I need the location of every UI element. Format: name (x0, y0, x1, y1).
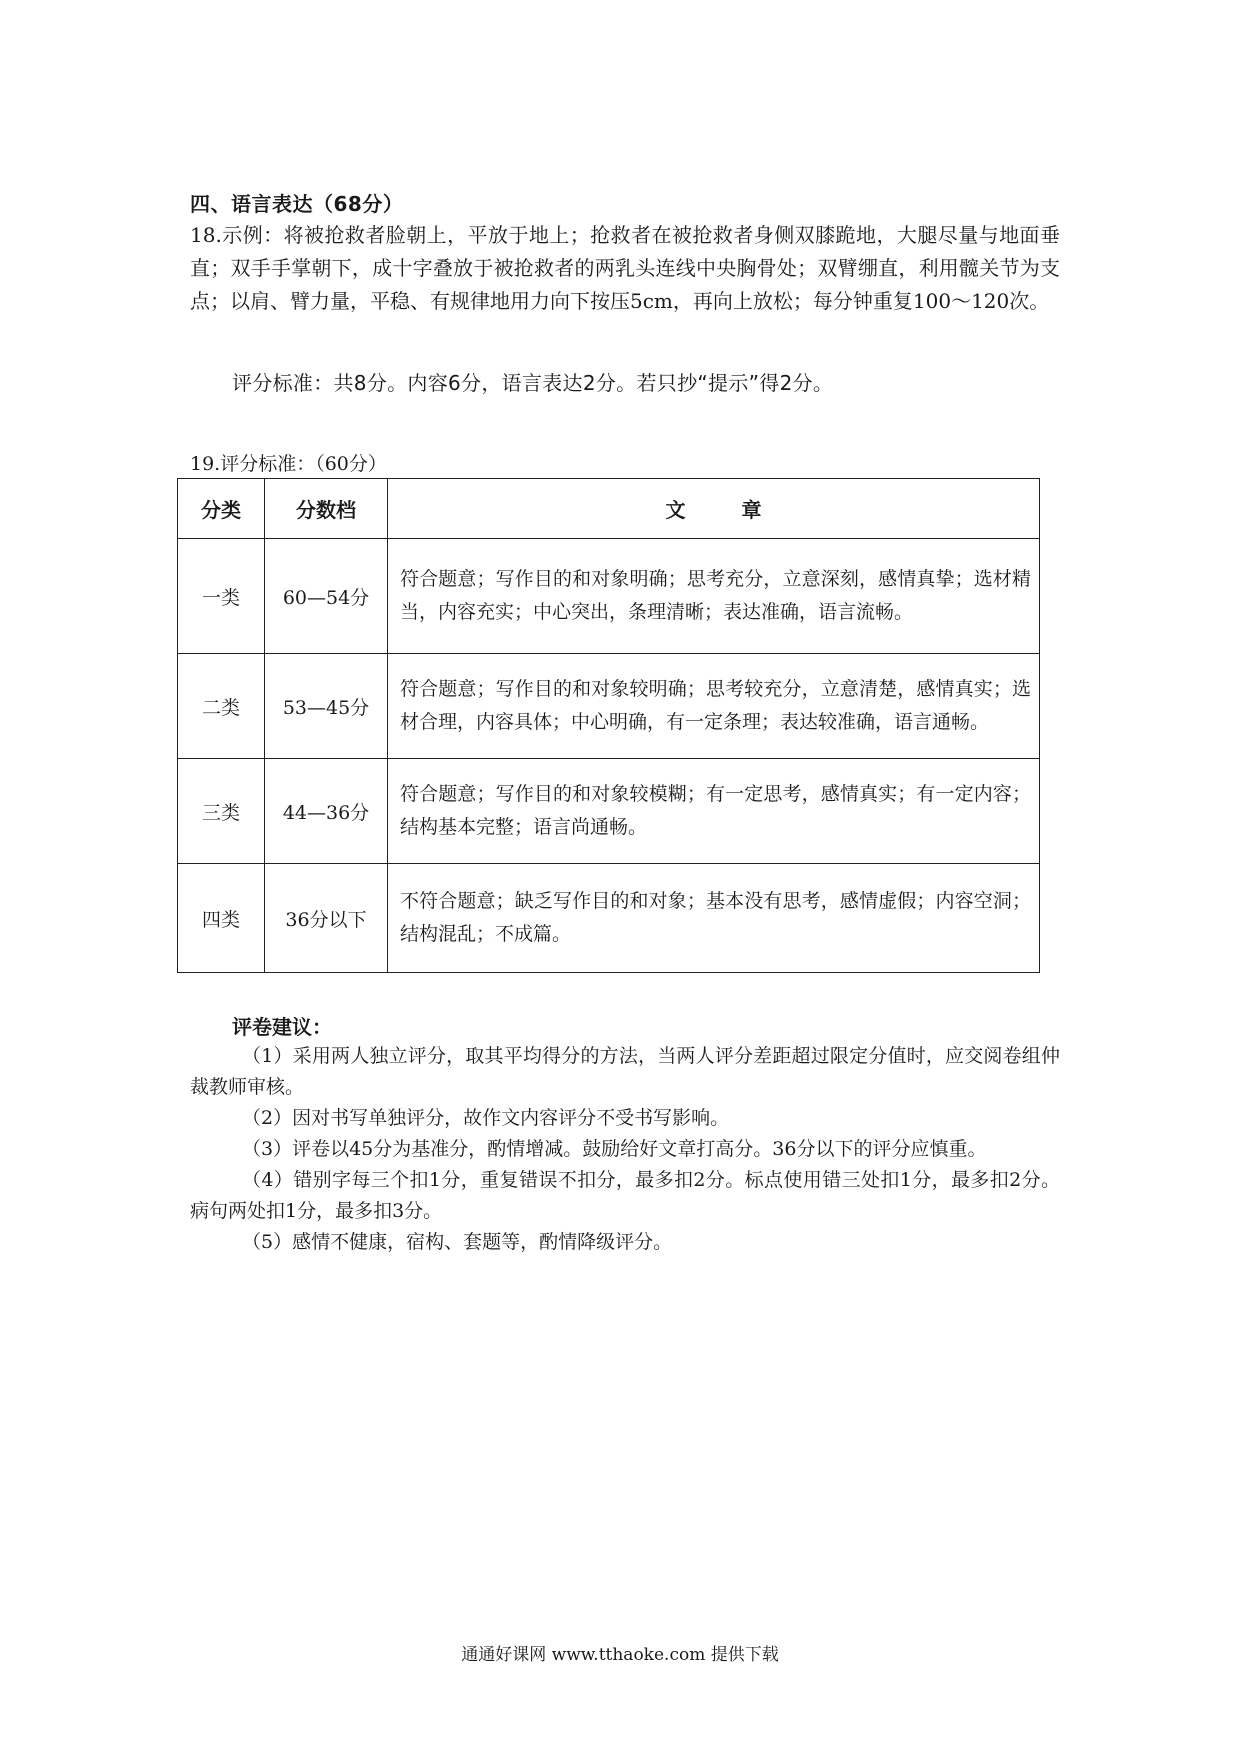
advice-item: （2）因对书写单独评分，故作文内容评分不受书写影响。 (242, 1107, 730, 1129)
row-category: 二类 (178, 654, 265, 759)
header-score: 分数档 (265, 479, 388, 539)
header-article: 文章 (388, 479, 1040, 539)
q18-answer: 18.示例：将被抢救者脸朝上，平放于地上；抢救者在被抢救者身侧双膝跪地，大腿尽量与地面垂直；双手手掌朝下，成十字叠放于被抢救者的两乳头连线中央胸骨处；双臂绷直，利用髋关节为支点；以肩、臂力量，平稳、有规律地用力向下按压5cm，再向上放松；每分钟重复100～120次。 (190, 223, 1060, 313)
q18-scoring-criteria: 评分标准：共8分。内容6分，语言表达2分。若只抄“提示”得2分。 (232, 371, 834, 395)
table-header-row (178, 479, 1040, 539)
advice-item: （4）错别字每三个扣1分，重复错误不扣分，最多扣2分。标点使用错三处扣1分，最多扣2分。病句两处扣1分，最多扣3分。 (190, 1169, 1060, 1222)
row-score: 53—45分 (265, 654, 388, 759)
row-score: 44—36分 (265, 759, 388, 864)
page-footer: 通通好课网 www.tthaoke.com 提供下载 (461, 1645, 779, 1665)
advice-item: （1）采用两人独立评分，取其平均得分的方法，当两人评分差距超过限定分值时，应交阅卷组仲裁教师审核。 (190, 1045, 1060, 1098)
row-description: 符合题意；写作目的和对象较模糊；有一定思考，感情真实；有一定内容；结构基本完整；语言尚通畅。 (388, 759, 1040, 864)
advice-list (190, 1041, 1060, 1258)
advice-item: （3）评卷以45分为基准分，酌情增减。鼓励给好文章打高分。36分以下的评分应慎重。 (242, 1138, 987, 1160)
table-row (178, 759, 1040, 864)
row-description: 符合题意；写作目的和对象明确；思考充分，立意深刻，感情真挚；选材精当，内容充实；中心突出，条理清晰；表达准确，语言流畅。 (388, 539, 1040, 654)
advice-item: （5）感情不健康，宿构、套题等，酌情降级评分。 (242, 1231, 673, 1253)
row-score: 36分以下 (265, 864, 388, 973)
section-heading: 四、语言表达（68分） (190, 192, 404, 216)
row-description: 符合题意；写作目的和对象较明确；思考较充分，立意清楚，感情真实；选材合理，内容具体；中心明确，有一定条理；表达较准确，语言通畅。 (388, 654, 1040, 759)
row-category: 一类 (178, 539, 265, 654)
row-category: 三类 (178, 759, 265, 864)
table-row (178, 539, 1040, 654)
q19-title: 19.评分标准：（60分） (190, 453, 387, 475)
row-category: 四类 (178, 864, 265, 973)
advice-heading: 评卷建议： (232, 1015, 332, 1039)
row-score: 60—54分 (265, 539, 388, 654)
table-row (178, 864, 1040, 973)
table-row (178, 654, 1040, 759)
header-category: 分类 (178, 479, 265, 539)
scoring-rubric-table (177, 478, 1040, 973)
row-description: 不符合题意；缺乏写作目的和对象；基本没有思考，感情虚假；内容空洞；结构混乱；不成篇。 (388, 864, 1040, 973)
